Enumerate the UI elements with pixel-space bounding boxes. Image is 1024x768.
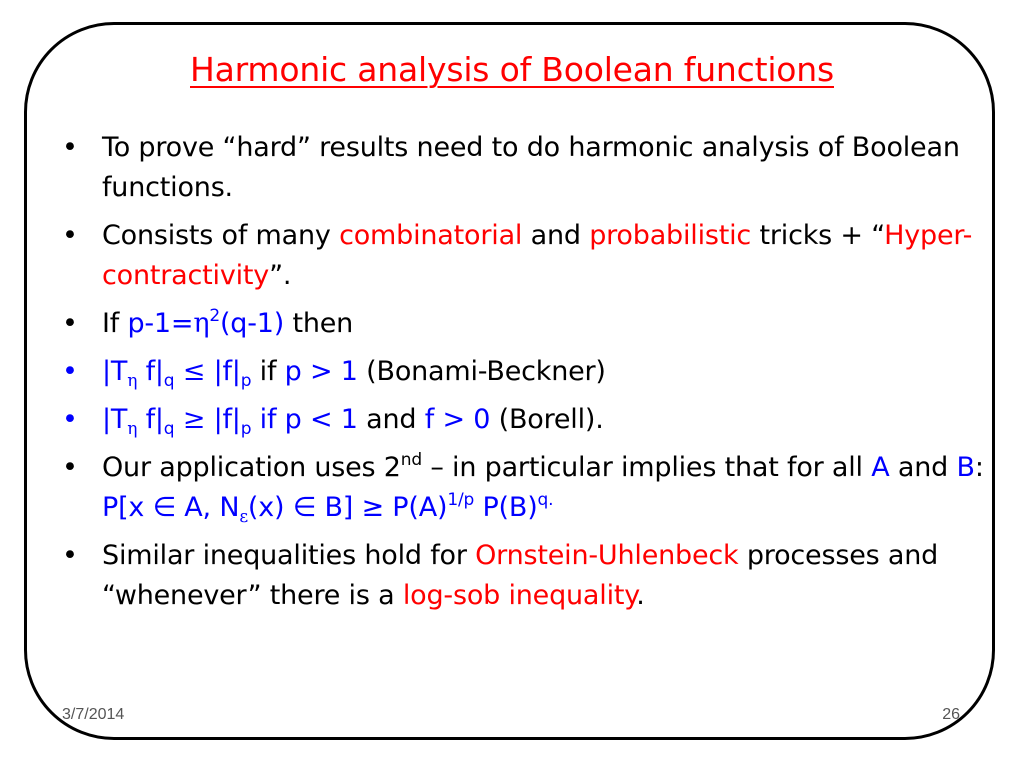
formula-superscript: 2: [209, 306, 220, 326]
bullet-dot: •: [62, 220, 78, 251]
formula-superscript: 1/p: [447, 490, 475, 510]
bullet-dot: •: [62, 404, 78, 435]
slide-title: Harmonic analysis of Boolean functions: [190, 50, 834, 89]
bullet-text: tricks + “: [751, 220, 885, 251]
formula-text: if p < 1: [251, 404, 358, 435]
formula-text: P(B): [474, 492, 538, 523]
bullet-text: if: [251, 356, 285, 387]
bullet-text: processes and “whenever” there is a: [102, 540, 939, 611]
formula-subscript: q: [163, 371, 175, 391]
highlight-combinatorial: combinatorial: [339, 220, 523, 251]
bullet-text: Consists of many: [102, 220, 340, 251]
formula-subscript: p: [240, 419, 252, 439]
formula-text: p > 1: [284, 356, 358, 387]
footer-page-number: 26: [942, 706, 960, 723]
bullet-dot: •: [62, 452, 78, 483]
bullet-text: Our application uses 2: [102, 452, 401, 483]
formula-text: P[x ∈ A, N: [102, 492, 240, 523]
formula-text: p-1=: [127, 308, 194, 339]
formula-text: |T: [102, 404, 128, 435]
formula-subscript: ε: [239, 507, 248, 527]
bullet-text: and: [357, 404, 425, 435]
formula-text: f|: [137, 356, 164, 387]
formula-symbol: ≤: [174, 356, 214, 387]
bullet-item: [62, 352, 992, 392]
bullet-text: and: [522, 220, 590, 251]
bullet-dot: •: [62, 356, 78, 387]
formula-text: (q-1): [219, 308, 285, 339]
footer-date: 3/7/2014: [62, 706, 125, 723]
formula-text: f > 0: [424, 404, 491, 435]
bullet-list: [62, 128, 992, 624]
bullet-item: [62, 536, 992, 616]
formula-subscript: q: [163, 419, 175, 439]
highlight-log-sob: log-sob inequality: [402, 580, 637, 611]
highlight-probabilistic: probabilistic: [589, 220, 752, 251]
bullet-item: [62, 448, 992, 528]
citation-text: (Borell).: [490, 404, 604, 435]
bullet-text: Similar inequalities hold for: [102, 540, 476, 571]
bullet-text: If: [102, 308, 128, 339]
bullet-text: To prove “hard” results need to do harmonic analysis of Boolean functions.: [102, 132, 960, 203]
formula-text: |T: [102, 356, 128, 387]
citation-text: (Bonami-Beckner): [357, 356, 606, 387]
formula-text: B: [956, 452, 975, 483]
formula-subscript: η: [127, 419, 138, 439]
bullet-text: ”.: [269, 260, 292, 291]
formula-text: (x) ∈ B] ≥ P(A): [247, 492, 448, 523]
bullet-text: .: [636, 580, 645, 611]
bullet-item: [62, 400, 992, 440]
formula-superscript: q.: [537, 490, 554, 510]
formula-text: |f|: [213, 404, 241, 435]
formula-subscript: η: [127, 371, 138, 391]
formula-subscript: p: [240, 371, 252, 391]
formula-text: f|: [137, 404, 164, 435]
highlight-hypercontractivity: Hyper-contractivity: [102, 220, 973, 291]
bullet-item: [62, 304, 992, 344]
bullet-item: [62, 128, 992, 208]
formula-symbol: ≥: [174, 404, 214, 435]
ordinal-superscript: nd: [400, 450, 422, 470]
bullet-dot: •: [62, 540, 78, 571]
bullet-text: and: [889, 452, 957, 483]
bullet-text: :: [974, 452, 984, 483]
formula-symbol: η: [193, 308, 210, 339]
bullet-text: – in particular implies that for all: [421, 452, 872, 483]
formula-text: A: [871, 452, 890, 483]
bullet-dot: •: [62, 132, 78, 163]
bullet-item: [62, 216, 992, 296]
bullet-dot: •: [62, 308, 78, 339]
formula-text: |f|: [213, 356, 241, 387]
bullet-text: then: [284, 308, 354, 339]
highlight-ornstein-uhlenbeck: Ornstein-Uhlenbeck: [475, 540, 739, 571]
